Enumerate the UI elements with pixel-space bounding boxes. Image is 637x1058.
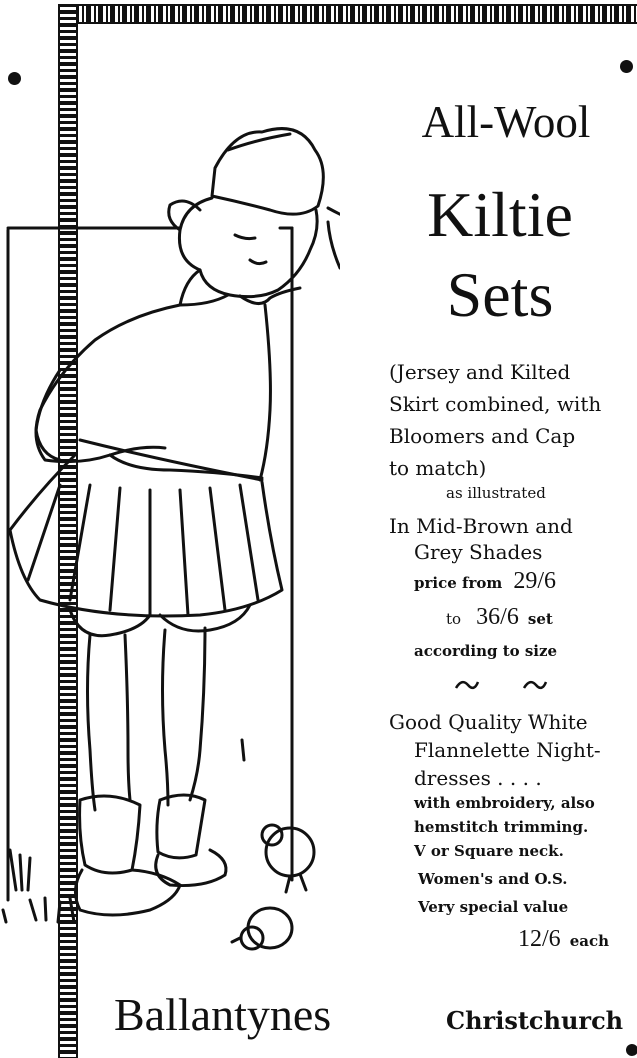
nightdress-line-7: Women's and O.S. xyxy=(418,870,568,888)
nightdress-line-6: V or Square neck. xyxy=(414,842,564,860)
headline-sets: Sets xyxy=(446,259,554,330)
shades-line-2: Grey Shades xyxy=(414,540,543,564)
swirl-ornament-left xyxy=(454,678,480,692)
hat-shape xyxy=(212,129,323,215)
price-to-row xyxy=(446,604,553,631)
registration-dot-left xyxy=(8,72,21,85)
price-to-unit: set xyxy=(527,610,553,628)
nightdress-line-3: dresses . . . . xyxy=(414,766,542,790)
price-from-value: 29/6 xyxy=(513,568,556,594)
nightdress-line-1: Good Quality White xyxy=(389,710,588,734)
nightdress-line-8: Very special value xyxy=(418,898,569,916)
kiltie-desc-line-3: Bloomers and Cap xyxy=(389,424,576,448)
brand-name: Ballantynes xyxy=(114,989,332,1040)
nightdress-price-row xyxy=(518,926,609,953)
registration-dot-right xyxy=(620,60,633,73)
as-illustrated-note: as illustrated xyxy=(446,484,546,502)
according-to-size-note: according to size xyxy=(414,642,558,660)
shades-line-1: In Mid-Brown and xyxy=(389,514,573,538)
kiltie-desc-line-2: Skirt combined, with xyxy=(389,392,602,416)
price-to-value: 36/6 xyxy=(476,604,519,630)
price-to-label: to xyxy=(446,610,462,628)
price-from-label: price from xyxy=(414,574,503,592)
decorative-top-border xyxy=(58,4,637,24)
kiltie-desc-line-1: (Jersey and Kilted xyxy=(389,360,571,384)
nightdress-line-2: Flannelette Night- xyxy=(414,738,601,762)
kiltie-desc-line-4: to match) xyxy=(389,456,487,480)
registration-dot-bottom xyxy=(626,1044,637,1056)
headline-kiltie: Kiltie xyxy=(427,179,573,250)
nightdress-price-unit: each xyxy=(569,932,610,950)
girl-with-chicks-illustration xyxy=(0,110,340,970)
price-from-row xyxy=(414,568,556,595)
brand-city: Christchurch xyxy=(446,1006,624,1035)
headline-all-wool: All-Wool xyxy=(421,97,591,147)
swirl-ornament-right xyxy=(522,678,548,692)
nightdress-line-4: with embroidery, also xyxy=(414,794,595,812)
nightdress-price-value: 12/6 xyxy=(518,926,561,952)
nightdress-line-5: hemstitch trimming. xyxy=(414,818,589,836)
